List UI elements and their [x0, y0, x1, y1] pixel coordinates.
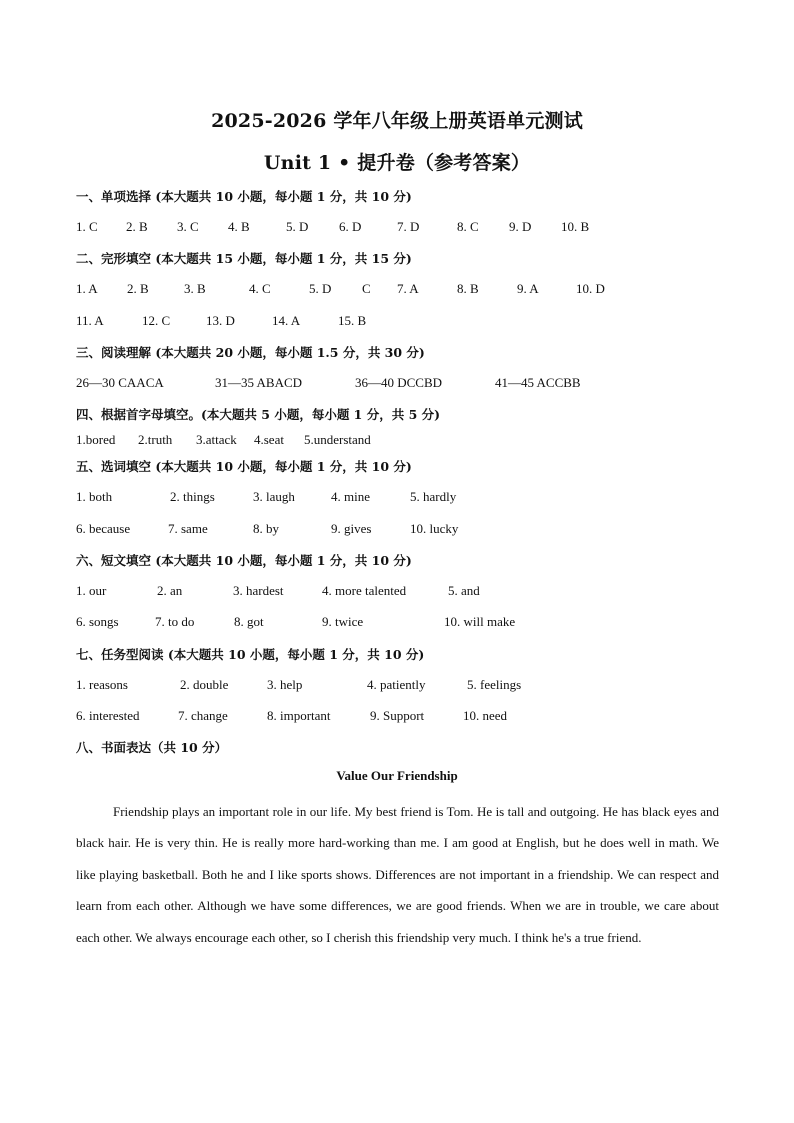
page-title: 2025-2026 学年八年级上册英语单元测试 — [211, 110, 583, 132]
answer-item: 7. same — [168, 521, 208, 536]
essay-title: Value Our Friendship — [336, 768, 458, 783]
answer-item: 3. B — [184, 281, 206, 296]
answer-item: 6. interested — [76, 708, 140, 723]
section-heading-7: 七、任务型阅读 (本大题共 10 小题，每小题 1 分，共 10 分) — [76, 647, 425, 662]
section-heading-4: 四、根据首字母填空。(本大题共 5 小题，每小题 1 分，共 5 分) — [76, 407, 441, 422]
answer-item: 9. A — [517, 281, 539, 296]
answer-item: 8. C — [457, 219, 479, 234]
section-heading-3: 三、阅读理解 (本大题共 20 小题，每小题 1.5 分，共 30 分) — [76, 345, 425, 360]
answer-item: 7. change — [178, 708, 228, 723]
answer-item: 5. feelings — [467, 677, 522, 692]
answer-item: 8. B — [457, 281, 479, 296]
answer-item: 9. gives — [331, 521, 372, 536]
answer-item: 10. B — [561, 219, 590, 234]
answer-item: 10. D — [576, 281, 605, 296]
answer-item: 6. because — [76, 521, 131, 536]
answer-item: 5. D — [286, 219, 309, 234]
answer-item: 3. C — [177, 219, 199, 234]
answer-item: 6. D — [339, 219, 362, 234]
answer-item: 2. things — [170, 489, 215, 504]
answer-item: 5. and — [448, 583, 480, 598]
answer-item: 1. our — [76, 583, 107, 598]
answer-item: 12. C — [142, 313, 171, 328]
answer-item: 41—45 ACCBB — [495, 375, 581, 390]
section-heading-6: 六、短文填空 (本大题共 10 小题，每小题 1 分，共 10 分) — [76, 553, 412, 568]
answer-item: 5. hardly — [410, 489, 457, 504]
answer-item: 7. D — [397, 219, 420, 234]
answer-item: 5. D — [309, 281, 332, 296]
answer-item: C — [362, 281, 371, 296]
answer-item: 8. by — [253, 521, 279, 536]
answer-item: 2. an — [157, 583, 183, 598]
answer-item: 9. twice — [322, 614, 364, 629]
answer-item: 7. to do — [155, 614, 195, 629]
answer-item: 36—40 DCCBD — [355, 375, 443, 390]
answer-item: 4. more talented — [322, 583, 407, 598]
answer-item: 7. A — [397, 281, 419, 296]
answer-item: 14. A — [272, 313, 301, 328]
answer-item: 4. C — [249, 281, 271, 296]
answer-item: 4. B — [228, 219, 250, 234]
answer-item: 5.understand — [304, 432, 371, 447]
answer-item: 10. will make — [444, 614, 516, 629]
essay-body: Friendship plays an important role in our life. My best friend is Tom. He is tall and outgoing. He has black eyes and black hair. He is very thin. He is really more hard-working than me. I am good at English, but he does well in math. We like playing basketball. Both he and I like sports shows. Differences are not important in a friendship. We can respect and learn from each other. Although we have some differences, we are good friends. When we are in trouble, we care about each other. We always encourage each other, so I cherish this friendship very much. I think he's a true friend. — [76, 804, 719, 945]
answer-item: 3. help — [267, 677, 303, 692]
answer-item: 1. both — [76, 489, 113, 504]
answer-item: 3.attack — [196, 432, 237, 447]
answer-item: 3. laugh — [253, 489, 295, 504]
answer-item: 8. important — [267, 708, 331, 723]
answer-item: 10. lucky — [410, 521, 459, 536]
answer-item: 13. D — [206, 313, 235, 328]
answer-item: 4. patiently — [367, 677, 426, 692]
section-heading-1: 一、单项选择 (本大题共 10 小题，每小题 1 分，共 10 分) — [76, 189, 412, 204]
answer-item: 31—35 ABACD — [215, 375, 303, 390]
answer-item: 2. double — [180, 677, 229, 692]
answer-item: 8. got — [234, 614, 264, 629]
answer-item: 9. D — [509, 219, 532, 234]
answer-item: 1.bored — [76, 432, 116, 447]
answer-item: 1. A — [76, 281, 98, 296]
answer-item: 2. B — [126, 219, 148, 234]
answer-item: 4. mine — [331, 489, 370, 504]
answer-item: 4.seat — [254, 432, 284, 447]
answer-item: 1. C — [76, 219, 98, 234]
answer-item: 3. hardest — [233, 583, 284, 598]
page-subtitle: Unit 1 • 提升卷（参考答案） — [263, 152, 531, 174]
section-heading-5: 五、选词填空 (本大题共 10 小题，每小题 1 分，共 10 分) — [76, 459, 412, 474]
answer-item: 26—30 CAACA — [76, 375, 164, 390]
answer-item: 11. A — [76, 313, 104, 328]
answer-item: 9. Support — [370, 708, 425, 723]
answer-item: 15. B — [338, 313, 367, 328]
answer-item: 1. reasons — [76, 677, 128, 692]
answer-item: 10. need — [463, 708, 508, 723]
section-heading-8: 八、书面表达（共 10 分） — [76, 740, 228, 755]
section-heading-2: 二、完形填空 (本大题共 15 小题，每小题 1 分，共 15 分) — [76, 251, 412, 266]
answer-item: 2.truth — [138, 432, 173, 447]
answer-item: 6. songs — [76, 614, 119, 629]
answer-item: 2. B — [127, 281, 149, 296]
